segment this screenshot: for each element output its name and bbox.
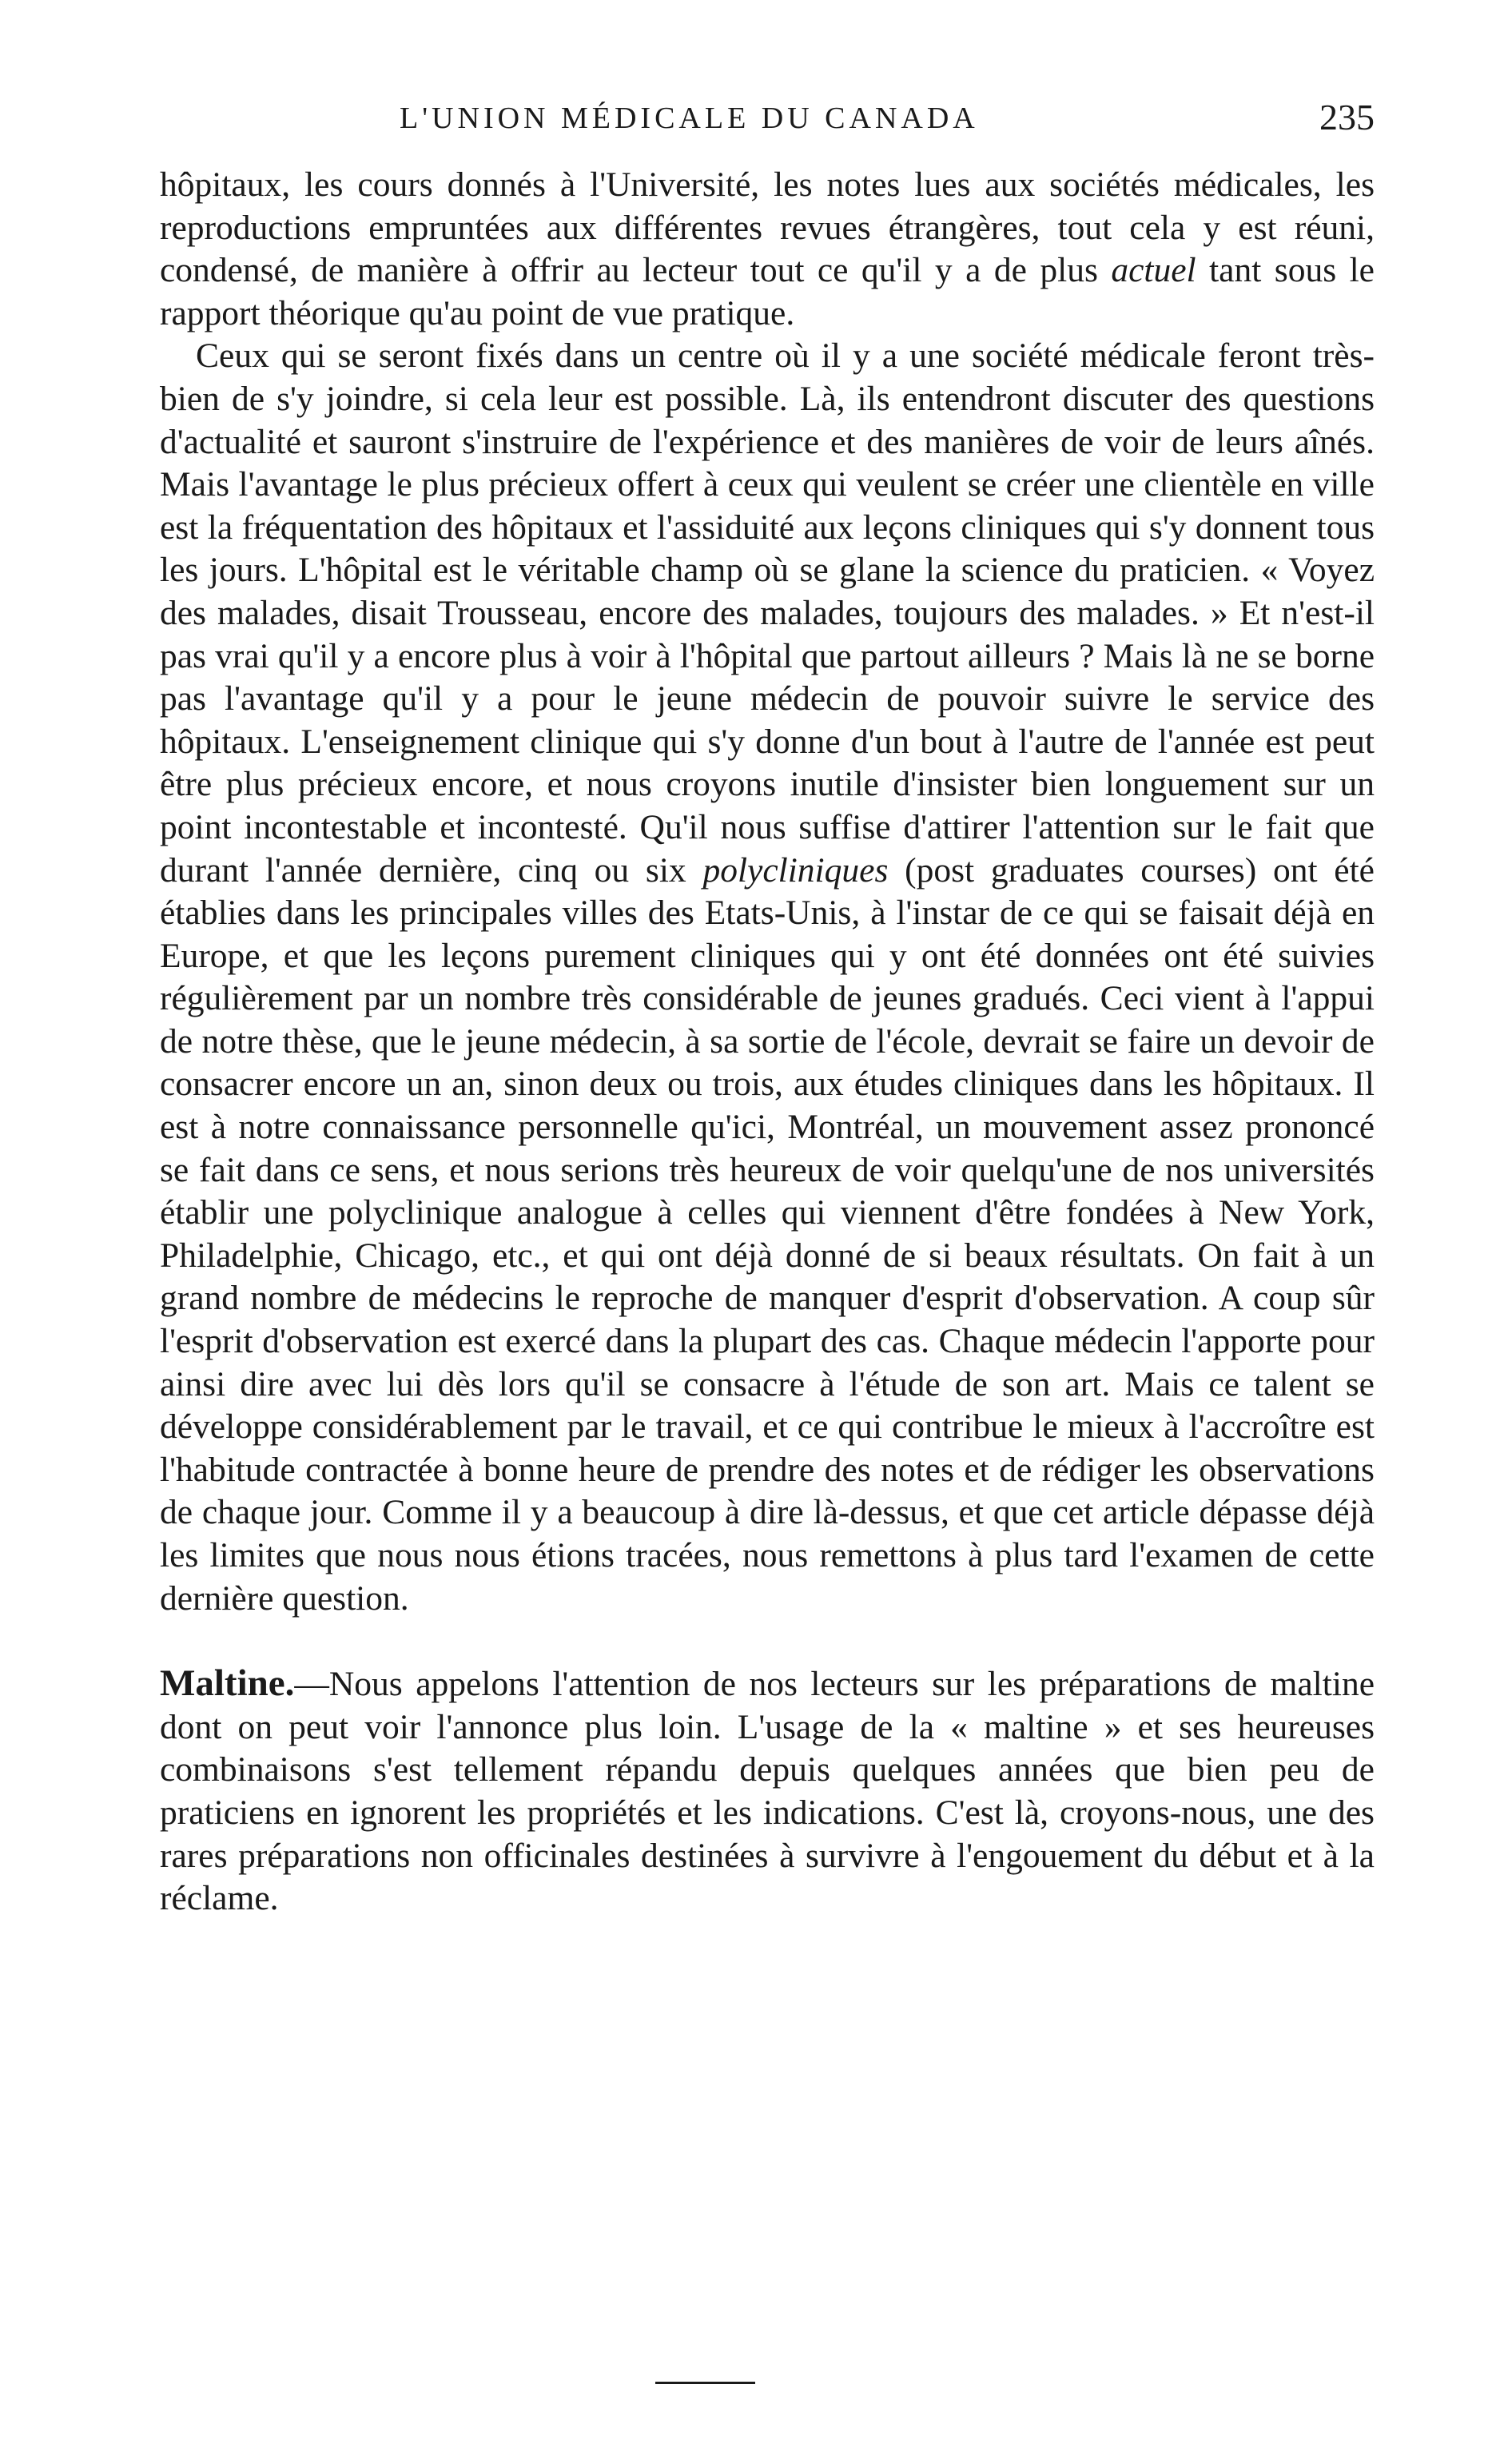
paragraph-2-text-a: Ceux qui se seront fixés dans un centre où il y a une société médicale feront très-bien de s'y joindre, si cela leur est possible. Là, ils entendront discuter des questions d'actualité et sauront s'instruire de l'expérience et des manières de voir de leurs aînés. Mais l'avantage le plus précieux offert à ceux qui veulent se créer une clientèle en ville est la fréquentation des hôpitaux et l'assiduité aux leçons cliniques qui s'y donnent tous les jours. L'hôpital est le véritable champ où se glane la science du praticien. « Voyez des malades, disait Trousseau, encore des malades, toujours des malades. » Et n'est-il pas vrai qu'il y a encore plus à voir à l'hôpital que partout ailleurs ? Mais là ne se borne pas l'avantage qu'il y a pour le jeune médecin de pouvoir suivre le service des hôpitaux. L'enseignement clinique qui s'y donne d'un bout à l'autre de l'année est peut être plus précieux encore, et nous croyons inutile d'insister bien longuement sur un point incontestable et incontesté. Qu'il nous suffise d'attirer l'attention sur le fait que durant l'année dernière, cinq ou six [160,336,1375,890]
article-body [160,164,1375,1921]
paragraph-1 [160,164,1375,335]
running-head: L'UNION MÉDICALE DU CANADA [400,102,979,135]
paragraph-1-text-a: hôpitaux, les cours donnés à l'Université, les notes lues aux sociétés médicales, les reproductions empruntées aux différentes revues étrangères, tout cela y est réuni, condensé, de manière à offrir au lecteur tout ce qu'il y a de plus [160,165,1375,290]
note-text: —Nous appelons l'attention de nos lecteurs sur les préparations de maltine dont on peut voir l'annonce plus loin. L'usage de la « maltine » et ses heureuses combinaisons s'est tellement répandu depuis quelques années que bien peu de praticiens en ignorent les propriétés et les indications. C'est là, croyons-nous, une des rares préparations non officinales destinées à survivre à l'engouement du début et à la réclame. [160,1665,1375,1918]
closing-rule [655,2382,755,2384]
maltine-note [160,1662,1375,1921]
page-header [160,96,1375,144]
note-title: Maltine. [160,1662,295,1705]
paragraph-2-text-b: (post graduates courses) ont été établies dans les principales villes des Etats-Unis, à l'instar de ce qui se faisait déjà en Europe, et que les leçons purement cliniques qui y ont été données ont été suivies régulièrement par un nombre très considérable de jeunes gradués. Ceci vient à l'appui de notre thèse, que le jeune médecin, à sa sortie de l'école, devrait se faire un devoir de consacrer encore un an, sinon deux ou trois, aux études cliniques dans les hôpitaux. Il est à notre connaissance personnelle qu'ici, Montréal, un mouvement assez prononcé se fait dans ce sens, et nous serions très heureux de voir quelqu'une de nos universités établir une polyclinique analogue à celles qui viennent d'être fondées à New York, Philadelphie, Chicago, etc., et qui ont déjà donné de si beaux résultats. On fait à un grand nombre de médecins le reproche de manquer d'esprit d'observation. A coup sûr l'esprit d'observation est exercé dans la plupart des cas. Chaque médecin l'apporte pour ainsi dire avec lui dès lors qu'il se consacre à l'étude de son art. Mais ce talent se développe considérablement par le travail, et ce qui contribue le mieux à l'accroître est l'habitude contractée à bonne heure de prendre des notes et de rédiger les observations de chaque jour. Comme il y a beaucoup à dire là-dessus, et que cet article dépasse déjà les limites que nous nous étions tracées, nous remettons à plus tard l'examen de cette dernière question. [160,850,1375,1618]
paragraph-1-text-b: tant sous le rapport théorique qu'au point de vue pratique. [160,251,1375,332]
page-number: 235 [1319,97,1375,137]
paragraph-1-italic: actuel [1111,251,1196,290]
paragraph-2 [160,335,1375,1620]
paragraph-2-italic: polycliniques [702,850,889,890]
